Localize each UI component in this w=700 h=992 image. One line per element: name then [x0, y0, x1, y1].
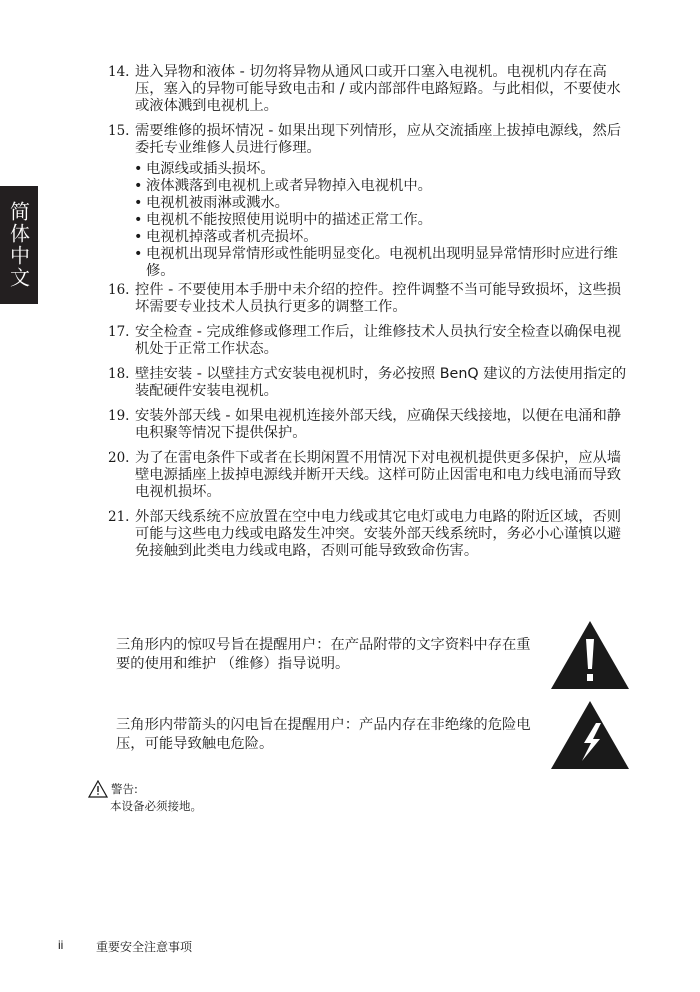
bullet-item: • 电源线或插头损坏。	[134, 161, 633, 178]
item-number: 18.	[108, 366, 130, 382]
item-text: 进入异物和液体 - 切勿将异物从通风口或开口塞入电视机。电视机内存在高压，塞入的异物可能导致电击和 / 或内部部件电路短路。与此相似，不要使水或液体溅到电视机上。	[135, 64, 621, 114]
lightning-triangle-icon	[549, 699, 631, 771]
bullet-item: • 电视机出现异常情形或性能明显变化。电视机出现明显异常情形时应进行维修。	[134, 246, 633, 280]
list-item	[108, 282, 633, 316]
exclamation-triangle-icon	[549, 619, 631, 691]
language-tab: 简体中文	[0, 186, 38, 304]
warning-header	[88, 780, 202, 798]
safety-list	[108, 64, 633, 568]
bullet-item: • 液体溅落到电视机上或者异物掉入电视机中。	[134, 178, 633, 195]
page-number: ii	[58, 938, 64, 952]
item-text: 安装外部天线 - 如果电视机连接外部天线，应确保天线接地，以便在电涌和静电积聚等情况下提供保护。	[135, 408, 622, 441]
warning-text: 本设备必须接地。	[110, 799, 202, 813]
item-text: 安全检查 - 完成维修或修理工作后，让维修技术人员执行安全检查以确保电视机处于正常工作状态。	[135, 324, 622, 357]
list-item	[108, 450, 633, 501]
list-item	[108, 64, 633, 115]
list-item	[108, 509, 633, 560]
item-text: 外部天线系统不应放置在空中电力线或其它电灯或电力电路的附近区域，否则可能与这些电力线或电路发生冲突。安装外部天线系统时，务必小心谨慎以避免接触到此类电力线或电路，否则可能导致致命伤害。	[135, 509, 622, 559]
item-text: 控件 - 不要使用本手册中未介绍的控件。控件调整不当可能导致损坏，这些损坏需要专业技术人员执行更多的调整工作。	[135, 282, 622, 315]
item-number: 15.	[108, 123, 130, 139]
item-number: 21.	[108, 509, 130, 525]
bullet-item: • 电视机不能按照使用说明中的描述正常工作。	[134, 212, 633, 229]
warning-block	[88, 780, 202, 814]
warning-title: 警告:	[111, 782, 138, 796]
item-number: 16.	[108, 282, 130, 298]
list-item	[108, 408, 633, 442]
list-item	[108, 123, 633, 157]
item-number: 20.	[108, 450, 130, 466]
caution-icon	[88, 780, 108, 798]
bullet-item: • 电视机被雨淋或溅水。	[134, 195, 633, 212]
bullet-item: • 电视机掉落或者机壳损坏。	[134, 229, 633, 246]
lightning-notice-text: 三角形内带箭头的闪电旨在提醒用户：产品内存在非绝缘的危险电压，可能导致触电危险。	[116, 717, 531, 752]
item-number: 19.	[108, 408, 130, 424]
item-text: 需要维修的损坏情况 - 如果出现下列情形，应从交流插座上拔掉电源线，然后委托专业维修人员进行修理。	[135, 123, 622, 156]
list-item	[108, 324, 633, 358]
footer-title: 重要安全注意事项	[96, 940, 193, 954]
bullet-list	[108, 161, 633, 280]
item-number: 14.	[108, 64, 130, 80]
item-text: 为了在雷电条件下或者在长期闲置不用情况下对电视机提供更多保护，应从墙壁电源插座上拔掉电源线并断开天线。这样可防止因雷电和电力线电涌而导致电视机损坏。	[135, 450, 622, 500]
exclamation-notice-text: 三角形内的惊叹号旨在提醒用户：在产品附带的文字资料中存在重要的使用和维护 （维修）指导说明。	[116, 637, 531, 672]
item-text: 壁挂安装 - 以壁挂方式安装电视机时，务必按照 BenQ 建议的方法使用指定的装配硬件安装电视机。	[135, 366, 627, 399]
item-number: 17.	[108, 324, 130, 340]
list-item	[108, 366, 633, 400]
